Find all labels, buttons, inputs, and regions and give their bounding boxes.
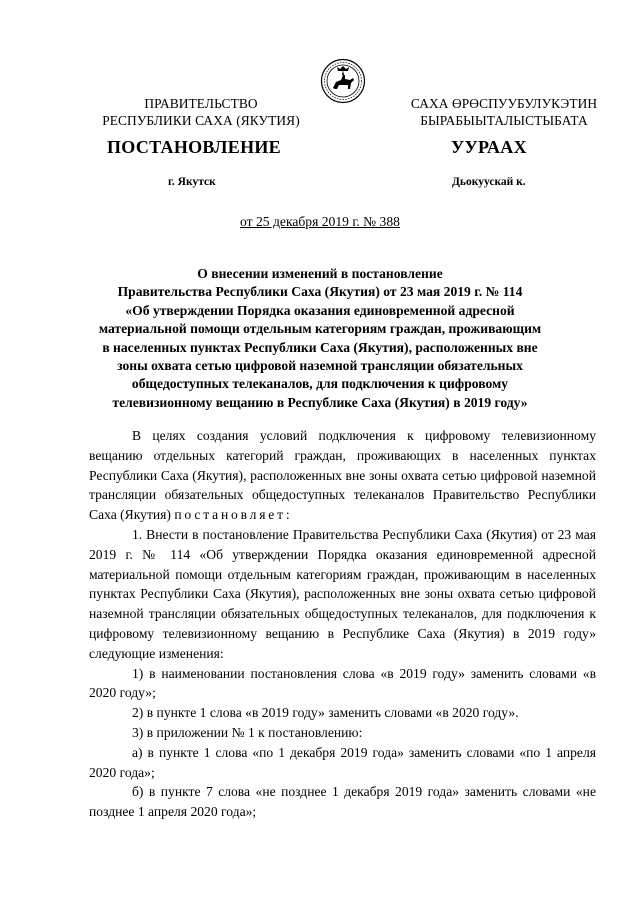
org-right-line1: САХА ӨРӨСПУУБУЛУКЭТИН [410,96,598,111]
title-line: «Об утверждении Порядка оказания единовременной адресной [125,302,515,318]
item-1-3a-paragraph: а) в пункте 1 слова «по 1 декабря 2019 года» заменить словами «по 1 апреля 2020 года»; [89,744,596,780]
coat-of-arms-emblem [320,58,366,104]
title-line: общедоступных телеканалов, для подключения к цифровому [131,376,509,392]
title-line: зоны охвата сетью цифровой наземной трансляции обязательных [117,358,523,374]
org-left-line2: РЕСПУБЛИКИ САХА (ЯКУТИЯ) [102,113,300,128]
government-name-yakut [391,95,617,129]
title-line: Правительства Республики Саха (Якутия) от 23 мая 2019 г. № 114 [117,284,523,300]
city-russian: г. Якутск [168,176,216,188]
title-line: О внесении изменений в постановление [197,266,443,281]
resolution-body [89,426,596,822]
item-1-3-paragraph: 3) в приложении № 1 к постановлению: [132,724,363,740]
item-1-3b-paragraph: б) в пункте 7 слова «не позднее 1 декабря 2019 года» заменить словами «не позднее 1 апреля 2020 года»; [89,784,596,820]
doc-type-russian: ПОСТАНОВЛЕНИЕ [107,137,281,157]
org-left-line1: ПРАВИТЕЛЬСТВО [144,96,258,111]
item-1-1-paragraph: 1) в наименовании постановления слова «в 2019 году» заменить словами «в 2020 году»; [89,665,596,701]
title-line: материальной помощи отдельным категориям граждан, проживающим [98,321,542,337]
date-and-number: от 25 декабря 2019 г. № 388 [240,214,400,229]
city-yakut: Дьокуускай к. [452,176,526,188]
title-line: в населенных пунктах Республики Саха (Якутия), расположенных вне [102,339,538,355]
item-1-2-paragraph: 2) в пункте 1 слова «в 2019 году» заменить словами «в 2020 году». [132,705,519,721]
item-1-paragraph: 1. Внести в постановление Правительства Республики Саха (Якутия) от 23 мая 2019 г. № 114 «Об утверждении Порядка оказания единовременной адресной материальной помощи отдельным категориям граждан, проживающим в населенных пунктах Республики Саха (Якутия), расположенных вне зоны охвата сетью цифровой наземной трансляции обязательных общедоступных телеканалов, для подключения к цифровому телевизионному вещанию в Республике Саха (Якутия) в 2019 году» следующие изменения: [89,526,596,661]
resolution-title [88,265,552,412]
org-right-line2: БЫРАБЫЫТАЛЫСТЫБАТА [420,113,588,128]
preamble-text: В целях создания условий подключения к цифровому телевизионному вещанию отдельных категорий граждан, проживающих в населенных пунктах Республики Саха (Якутия), расположенных вне зоны охвата сетью цифровой наземной трансляции обязательных общедоступных телеканалов Правительство Республики Саха (Якутия) [89,428,596,523]
resolves-word: постановляет: [174,507,293,523]
preamble-paragraph [89,426,596,525]
government-name-russian [91,95,311,129]
doc-type-yakut: УУРААХ [451,137,527,157]
title-line: телевизионному вещанию в Республике Саха (Якутия) в 2019 году» [112,394,528,410]
